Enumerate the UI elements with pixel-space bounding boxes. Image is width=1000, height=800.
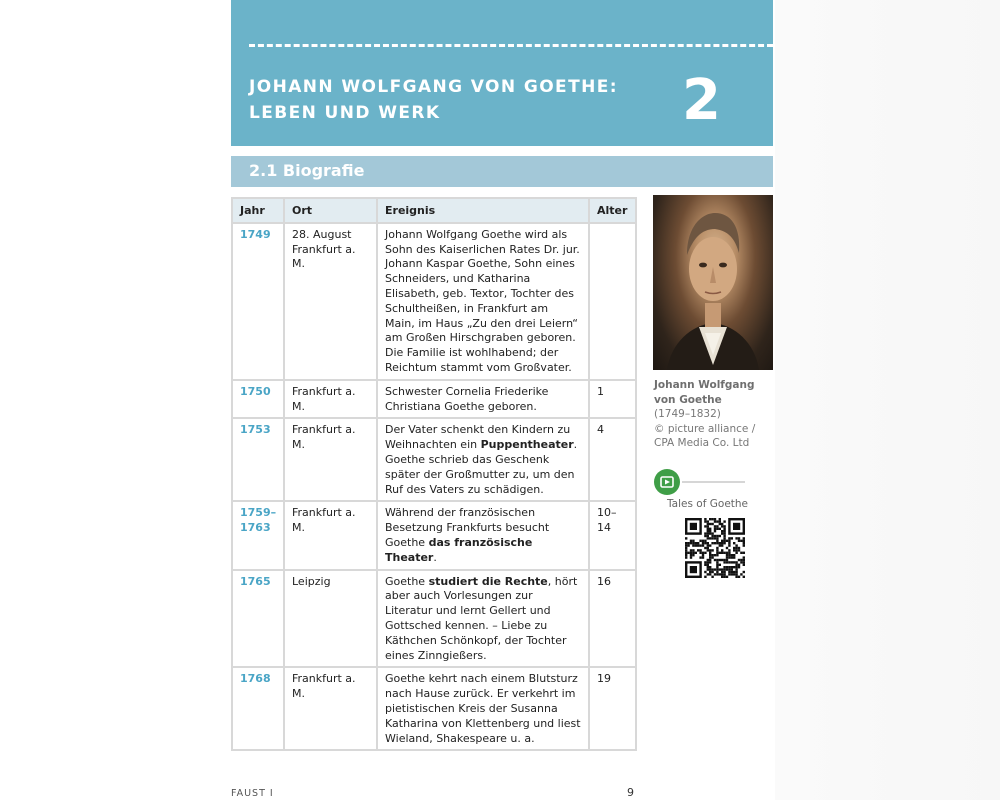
chapter-title-line1: JOHANN WOLFGANG VON GOETHE:: [249, 77, 618, 97]
event-cell: [377, 223, 589, 380]
table-row: [232, 570, 636, 668]
event-emphasis: Puppentheater: [480, 438, 574, 452]
caption-credit-line2: CPA Media Co. Ltd: [654, 437, 750, 449]
section-title: 2.1 Biografie: [249, 161, 365, 180]
table-row: [232, 223, 636, 380]
age-cell: 16: [589, 570, 636, 668]
age-cell: 4: [589, 418, 636, 501]
header-place: Ort: [284, 198, 377, 223]
year-cell: 1749: [232, 223, 284, 380]
place-line: Frankfurt a. M.: [292, 672, 356, 701]
event-text: Goethe: [385, 574, 429, 588]
event-text: Schwester Cornelia Friederike Christiana Goethe geboren.: [385, 384, 549, 413]
event-cell: [377, 570, 589, 668]
play-video-icon[interactable]: [654, 469, 680, 495]
place-cell: [284, 667, 377, 750]
year-cell: 1753: [232, 418, 284, 501]
place-cell: [284, 570, 377, 668]
table-row: [232, 501, 636, 569]
place-cell: [284, 380, 377, 419]
year-cell: 1765: [232, 570, 284, 668]
goethe-portrait: [653, 195, 773, 370]
media-label[interactable]: Tales of Goethe: [667, 498, 749, 510]
event-cell: [377, 501, 589, 569]
year-cell: 1759–1763: [232, 501, 284, 569]
place-cell: [284, 223, 377, 380]
event-emphasis: studiert die Rechte: [428, 574, 548, 588]
table-header-row: [232, 198, 636, 223]
event-cell: [377, 380, 589, 419]
place-line: Frankfurt a. M.: [292, 506, 356, 535]
banner-dashed-line: [249, 44, 773, 47]
section-header: [231, 156, 773, 187]
event-text: .: [433, 550, 437, 564]
qr-code[interactable]: [685, 518, 745, 578]
chapter-title-line2: LEBEN UND WERK: [249, 103, 441, 123]
caption-credit-line1: © picture alliance /: [654, 422, 756, 435]
event-cell: [377, 418, 589, 501]
caption-dates: (1749–1832): [654, 408, 721, 420]
age-cell: 19: [589, 667, 636, 750]
event-text: Johann Wolfgang Goethe wird als Sohn des Kaiserlichen Rates Dr. jur. Johann Kaspar Goethe, Sohn eines Schneiders, und Katharina Elisabeth, geb. Textor, Tochter des Schultheißen, in Frankfurt am Main, im Haus „Zu den drei Leiern“ am Großen Hirschgraben geboren. Die Familie ist wohlhabend; der Reichtum stammt vom Großvater.: [385, 227, 580, 374]
chapter-title: [249, 74, 618, 126]
chapter-banner: [231, 0, 773, 146]
place-cell: [284, 501, 377, 569]
event-text: Der Vater schenkt den Kindern zu Weihnachten ein: [385, 423, 571, 452]
place-line: Frankfurt a. M.: [292, 423, 356, 452]
header-age: Alter: [589, 198, 636, 223]
age-cell: [589, 223, 636, 380]
event-text: , hört aber auch Vorlesungen zur Literatur und lernt Gellert und Gottsched kennen. – Liebe zu Käthchen Schönkopf, der Tochter eines Zinngießers.: [385, 574, 578, 662]
page-number: 9: [627, 786, 634, 799]
header-year: Jahr: [232, 198, 284, 223]
place-line: Leipzig: [292, 574, 331, 588]
portrait-caption: [654, 378, 774, 451]
table-row: [232, 667, 636, 750]
year-cell: 1768: [232, 667, 284, 750]
event-text: Goethe kehrt nach einem Blutsturz nach Hause zurück. Er verkehrt im pietistischen Kreis der Susanna Katharina von Klettenberg und liest Wieland, Shakespeare u. a.: [385, 672, 581, 745]
event-cell: [377, 667, 589, 750]
event-text: . Goethe schrieb das Geschenk später der Großmutter zu, um den Ruf des Vaters zu schädigen.: [385, 438, 578, 496]
place-line: Frankfurt a. M.: [292, 242, 356, 271]
caption-name: Johann Wolfgang von Goethe: [654, 379, 755, 406]
age-cell: 1: [589, 380, 636, 419]
place-cell: [284, 418, 377, 501]
place-line: 28. August: [292, 227, 352, 241]
chapter-number: 2: [682, 68, 721, 133]
event-text: Während der französischen Besetzung Frankfurts besucht Goethe: [385, 506, 550, 549]
table-row: [232, 380, 636, 419]
biography-table: [231, 197, 637, 751]
age-cell: 10–14: [589, 501, 636, 569]
media-divider: [682, 481, 745, 483]
header-event: Ereignis: [377, 198, 589, 223]
event-emphasis: das französische Theater: [385, 535, 533, 564]
place-line: Frankfurt a. M.: [292, 384, 356, 413]
footer-book-title: FAUST I: [231, 788, 274, 799]
year-cell: 1750: [232, 380, 284, 419]
table-row: [232, 418, 636, 501]
